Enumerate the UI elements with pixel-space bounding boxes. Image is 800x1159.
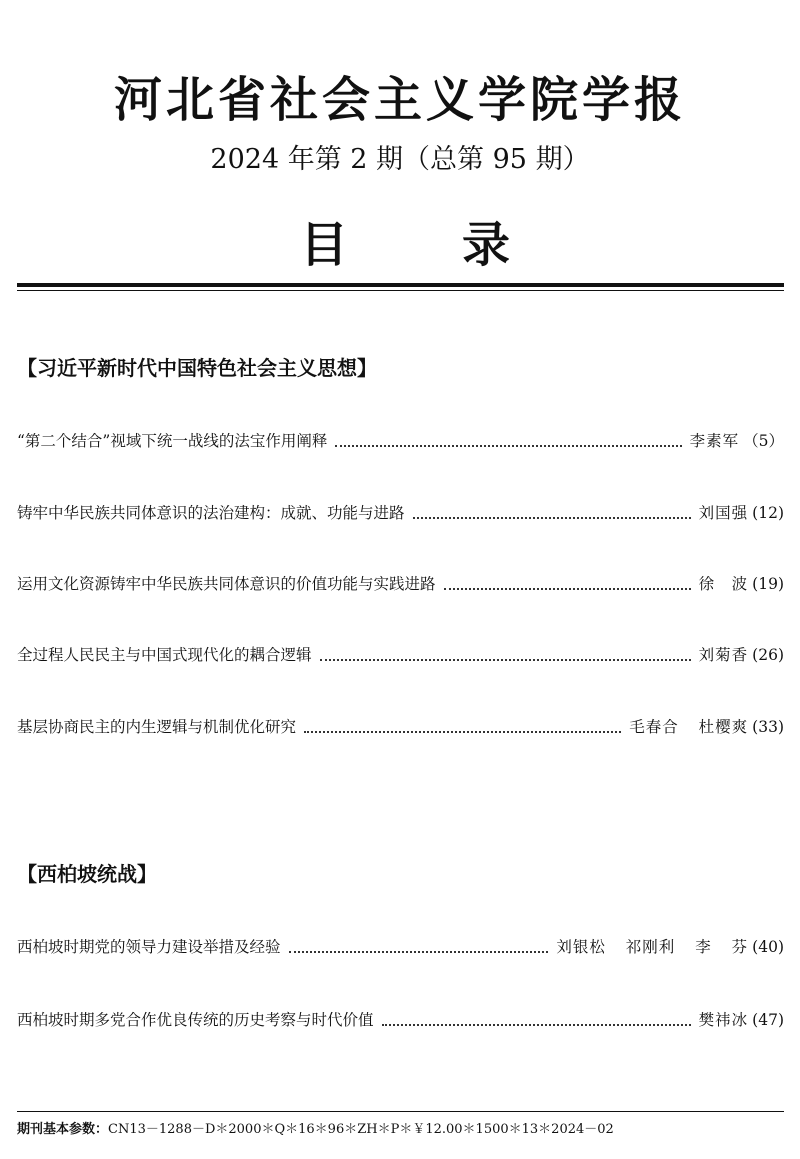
toc-entry[interactable]	[17, 714, 784, 740]
entry-title: 基层协商民主的内生逻辑与机制优化研究	[17, 718, 297, 736]
footer-label: 期刊基本参数：	[17, 1122, 109, 1137]
toc-entry[interactable]	[17, 571, 784, 597]
entry-page: (33)	[752, 718, 784, 736]
footer-rule	[17, 1111, 784, 1112]
toc-entry[interactable]	[17, 934, 784, 960]
header-rule-thick	[17, 283, 784, 287]
leader-dots	[444, 588, 691, 590]
entry-page: (47)	[752, 1011, 784, 1029]
leader-dots	[304, 731, 621, 733]
entry-author: 刘菊香	[698, 646, 749, 664]
entry-author: 徐 波	[698, 575, 749, 593]
entry-title: 铸牢中华民族共同体意识的法治建构：成就、功能与进路	[17, 504, 405, 522]
entry-title: 西柏坡时期多党合作优良传统的历史考察与时代价值	[17, 1011, 374, 1029]
entry-author: 樊祎冰	[698, 1011, 749, 1029]
leader-dots	[289, 951, 549, 953]
entry-author: 毛春合 杜樱爽	[629, 718, 749, 736]
footer	[17, 1120, 614, 1140]
entry-author: 刘国强	[698, 504, 749, 522]
entry-title: 全过程人民民主与中国式现代化的耦合逻辑	[17, 646, 312, 664]
leader-dots	[382, 1024, 691, 1026]
entry-page: (26)	[752, 646, 784, 664]
contents-heading-right: 录	[461, 217, 510, 273]
entry-page: (19)	[752, 575, 784, 593]
footer-params: CN13－1288－D＊2000＊Q＊16＊96＊ZH＊P＊￥12.00＊1500＊13＊2024－02	[108, 1122, 614, 1137]
entry-author: 刘银松 祁刚利 李 芬	[556, 938, 749, 956]
leader-dots	[413, 517, 691, 519]
toc-entry[interactable]	[17, 642, 784, 668]
section-heading: 【西柏坡统战】	[17, 862, 157, 886]
header-rule-thin	[17, 290, 784, 291]
entry-page: (40)	[752, 938, 784, 956]
leader-dots	[335, 445, 681, 447]
leader-dots	[320, 659, 691, 661]
journal-title: 河北省社会主义学院学报	[113, 72, 686, 128]
section-heading: 【习近平新时代中国特色社会主义思想】	[17, 356, 377, 380]
contents-heading-left: 目	[300, 217, 349, 273]
toc-entry[interactable]	[17, 500, 784, 526]
toc-entry[interactable]	[17, 428, 784, 454]
entry-title: 西柏坡时期党的领导力建设举措及经验	[17, 938, 281, 956]
entry-page: (12)	[752, 504, 784, 522]
contents-heading	[300, 212, 510, 278]
issue-info: 2024 年第 2 期（总第 95 期）	[210, 144, 590, 175]
entry-page: （5）	[743, 432, 784, 450]
entry-title: 运用文化资源铸牢中华民族共同体意识的价值功能与实践进路	[17, 575, 436, 593]
entry-title: “第二个结合”视域下统一战线的法宝作用阐释	[17, 432, 328, 450]
entry-author: 李素军	[689, 432, 740, 450]
toc-entry[interactable]	[17, 1007, 784, 1033]
